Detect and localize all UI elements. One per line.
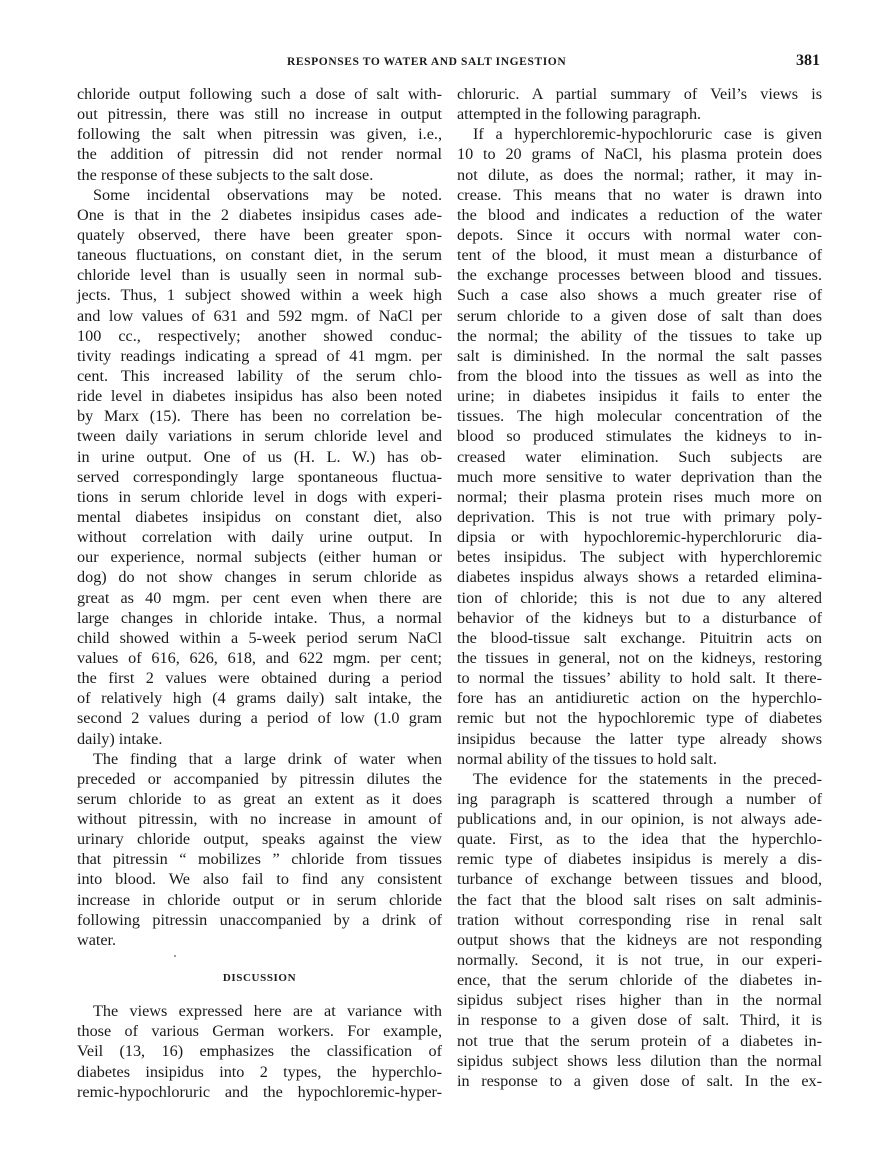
text-line: quate. First, as to the idea that the hyperchlo- (457, 830, 822, 849)
text-line: The views expressed here are at variance with (93, 1002, 442, 1021)
text-line: diabetes inspidus always shows a retarded elimina- (457, 568, 822, 587)
text-line: without pitressin, with no increase in amount of (77, 810, 442, 829)
text-line: the exchange processes between blood and tissues. (457, 266, 822, 285)
text-line: blood so produced stimulates the kidneys to in- (457, 427, 822, 446)
text-line: urine; in diabetes insipidus it fails to enter the (457, 387, 822, 406)
text-line: without correlation with daily urine output. In (77, 528, 442, 547)
text-line: diabetes insipidus into 2 types, the hyperchlo- (77, 1062, 442, 1081)
text-line: dog) do not show changes in serum chloride as (77, 568, 442, 587)
text-line: dipsia or with hypochloremic-hyperchloruric dia- (457, 528, 822, 547)
text-line: of relatively high (4 grams daily) salt intake, the (77, 689, 442, 708)
text-line: salt is diminished. In the normal the salt passes (457, 346, 822, 365)
text-line: remic type of diabetes insipidus is merely a dis- (457, 850, 822, 869)
text-line: from the blood into the tissues as well as into the (457, 366, 822, 385)
text-line: One is that in the 2 diabetes insipidus cases ade- (77, 205, 442, 224)
text-line: not dilute, as does the normal; rather, it may in- (457, 165, 822, 184)
text-line: child showed within a 5-week period serum NaCl (77, 628, 442, 647)
text-line: the addition of pitressin did not render normal (77, 145, 442, 164)
text-line: cent. This increased lability of the serum chlo- (77, 366, 442, 385)
text-line: 10 to 20 grams of NaCl, his plasma protein does (457, 145, 822, 164)
text-line: in response to a given dose of salt. In the ex- (457, 1071, 822, 1090)
text-line: tration without corresponding rise in renal salt (457, 910, 822, 929)
text-line: sipidus subject shows less dilution than the normal (457, 1051, 822, 1070)
text-line: turbance of exchange between tissues and blood, (457, 870, 822, 889)
text-line: depots. Since it occurs with normal water con- (457, 225, 822, 244)
text-line: serum chloride to as great an extent as it does (77, 789, 442, 808)
text-line: Veil (13, 16) emphasizes the classification of (77, 1042, 442, 1061)
paragraph (77, 749, 442, 950)
paragraph (77, 1001, 442, 1102)
text-line: the fact that the blood salt rises on salt adminis- (457, 890, 822, 909)
left-column (77, 84, 442, 1102)
text-line: jects. Thus, 1 subject showed within a week high (77, 286, 442, 305)
paragraph (457, 769, 822, 1091)
text-line: out pitressin, there was still no increase in output (77, 105, 442, 124)
text-line: to normal the tissues’ ability to hold salt. It there- (457, 669, 822, 688)
text-line: served correspondingly large spontaneous fluctua- (77, 467, 442, 486)
scan-speck (174, 955, 176, 957)
text-line: much more sensitive to water deprivation than the (457, 467, 822, 486)
text-line: The evidence for the statements in the preced- (473, 769, 822, 788)
text-line: in response to a given dose of salt. Third, it is (457, 1011, 822, 1030)
text-line: behavior of the kidneys but to a disturbance of (457, 608, 822, 627)
text-line: that pitressin “ mobilizes ” chloride from tissues (77, 850, 442, 869)
text-line: normal ability of the tissues to hold salt. (457, 749, 717, 768)
text-line: remic-hypochloruric and the hypochloremic-hyper- (77, 1082, 442, 1101)
text-line: into blood. We also fail to find any consistent (77, 870, 442, 889)
text-line: tion of chloride; this is not due to any altered (457, 588, 822, 607)
text-line: second 2 values during a period of low (1.0 gram (77, 709, 442, 728)
text-line: the blood and indicates a reduction of the water (457, 205, 822, 224)
text-line: great as 40 mgm. per cent even when there are (77, 588, 442, 607)
running-head (0, 52, 880, 72)
text-line: increase in chloride output or in serum chloride (77, 890, 442, 909)
text-line: serum chloride to a given dose of salt than does (457, 306, 822, 325)
text-line: Such a case also shows a much greater rise of (457, 286, 822, 305)
text-line: sipidus subject rises higher than in the normal (457, 991, 822, 1010)
text-line: insipidus because the latter type already shows (457, 729, 822, 748)
section-heading-discussion: DISCUSSION (222, 972, 297, 985)
text-line: tissues. The high molecular concentration of the (457, 407, 822, 426)
text-line: normal; their plasma protein rises much more on (457, 487, 822, 506)
paragraph (457, 84, 822, 124)
text-line: chloruric. A partial summary of Veil’s views is (457, 85, 822, 103)
text-line: output shows that the kidneys are not responding (457, 930, 822, 949)
text-line: the blood-tissue salt exchange. Pituitrin acts on (457, 628, 822, 647)
right-column (457, 84, 822, 1091)
paragraph (457, 124, 822, 769)
page-number: 381 (796, 52, 820, 69)
text-line: taneous fluctuations, on constant diet, in the serum (77, 246, 442, 265)
text-line: fore has an antidiuretic action on the hyperchlo- (457, 689, 822, 708)
text-line: If a hyperchloremic-hypochloruric case is given (473, 125, 822, 144)
text-line: ing paragraph is scattered through a number of (457, 789, 822, 808)
text-line: preceded or accompanied by pitressin dilutes the (77, 769, 442, 788)
text-line: The finding that a large drink of water when (93, 749, 442, 768)
text-line: publications and, in our opinion, is not always ade- (457, 810, 822, 829)
text-line: chloride level than is usually seen in normal sub- (77, 266, 442, 285)
text-line: tions in serum chloride level in dogs with experi- (77, 487, 442, 506)
text-line: betes insipidus. The subject with hyperchloremic (457, 548, 822, 567)
text-line: remic but not the hypochloremic type of diabetes (457, 709, 822, 728)
text-line: in urine output. One of us (H. L. W.) has ob- (77, 447, 442, 466)
text-line: by Marx (15). There has been no correlation be- (77, 407, 442, 426)
text-line: normally. Second, it is not true, in our experi- (457, 951, 822, 970)
running-title: RESPONSES TO WATER AND SALT INGESTION (287, 56, 567, 68)
text-line: and low values of 631 and 592 mgm. of NaCl per (77, 306, 442, 325)
paragraph (77, 84, 442, 185)
text-line: not true that the serum protein of a diabetes in- (457, 1031, 822, 1050)
text-line: ride level in diabetes insipidus has also been noted (77, 387, 442, 406)
text-line: our experience, normal subjects (either human or (77, 548, 442, 567)
text-line: Some incidental observations may be noted. (93, 185, 442, 204)
text-line: values of 616, 626, 618, and 622 mgm. per cent; (77, 648, 442, 667)
text-line: tent of the blood, it must mean a disturbance of (457, 246, 822, 265)
text-line: 100 cc., respectively; another showed conduc- (77, 326, 442, 345)
text-line: tween daily variations in serum chloride level and (77, 427, 442, 446)
text-line: the first 2 values were obtained during a period (77, 669, 442, 688)
text-line: the normal; the ability of the tissues to take up (457, 326, 822, 345)
text-line: following the salt when pitressin was given, i.e., (77, 125, 442, 144)
text-line: crease. This means that no water is drawn into (457, 185, 822, 204)
text-line: quately observed, there have been greater spon- (77, 225, 442, 244)
text-line: water. (77, 930, 117, 949)
text-line: the response of these subjects to the salt dose. (77, 165, 374, 184)
text-line: chloride output following such a dose of salt with- (77, 85, 442, 103)
text-line: daily) intake. (77, 729, 163, 748)
text-line: tivity readings indicating a spread of 41 mgm. per (77, 346, 442, 365)
text-line: attempted in the following paragraph. (457, 105, 702, 124)
text-line: mental diabetes insipidus on constant diet, also (77, 507, 442, 526)
text-line: creased water elimination. Such subjects are (457, 447, 822, 466)
paragraph (77, 185, 442, 749)
text-line: deprivation. This is not true with primary poly- (457, 507, 822, 526)
text-line: ence, that the serum chloride of the diabetes in- (457, 971, 822, 990)
text-line: urinary chloride output, speaks against the view (77, 830, 442, 849)
text-line: following pitressin unaccompanied by a drink of (77, 910, 442, 929)
text-line: the tissues in general, not on the kidneys, restoring (457, 648, 822, 667)
text-line: those of various German workers. For example, (77, 1022, 442, 1041)
text-line: large changes in chloride intake. Thus, a normal (77, 608, 442, 627)
